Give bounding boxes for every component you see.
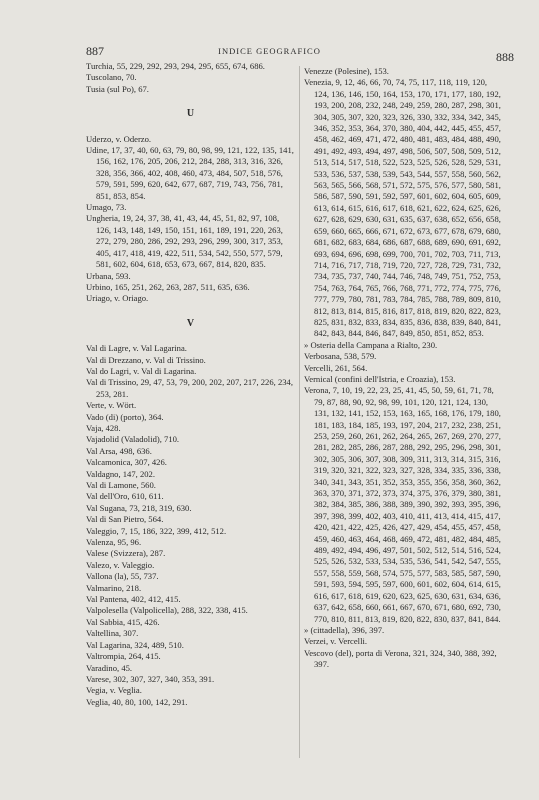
- index-entry: Vernical (confini dell'Istria, e Croazia), 153.: [304, 373, 456, 384]
- index-entry: Urbino, 165, 251, 262, 263, 287, 511, 635, 636.: [86, 281, 250, 292]
- index-entry: Valmarino, 218.: [86, 582, 142, 593]
- index-entry: Tusia (sul Po), 67.: [86, 83, 149, 94]
- entries-t: [86, 61, 295, 95]
- index-entry: Val Sugana, 73, 218, 319, 630.: [86, 502, 192, 513]
- index-entry: Vallona (la), 55, 737.: [86, 571, 159, 582]
- column-divider: [299, 66, 300, 758]
- section-letter-v: V: [186, 317, 195, 329]
- index-entry: Val di Lagre, v. Val Lagarina.: [86, 343, 187, 354]
- index-entry: Veglia, 40, 80, 100, 142, 291.: [86, 696, 188, 707]
- index-entry: » (cittadella), 396, 397.: [304, 624, 385, 635]
- index-entry: Val Lagarina, 324, 489, 510.: [86, 639, 184, 650]
- index-entry: Val di Trissino, 29, 47, 53, 79, 200, 202, 207, 217, 226, 234, 253, 281.: [86, 377, 293, 399]
- index-entry: Verzei, v. Vercelli.: [304, 636, 367, 647]
- index-entry: Varese, 302, 307, 327, 340, 353, 391.: [86, 673, 215, 684]
- index-entry: Valtellina, 307.: [86, 628, 139, 639]
- index-entry: Val Pantena, 402, 412, 415.: [86, 594, 181, 605]
- index-entry: Ungheria, 19, 24, 37, 38, 41, 43, 44, 45, 51, 82, 97, 108, 126, 143, 148, 149, 150, 151, 161, 189, 191, 220, 263, 272, 279, 280, 286, 292, 293, 296, 299, 300, 317, 353, 405, 417, 418, 419, 422, 511, 534, 542, 550, 577, 579, 581, 602, 604, 618, 653, 673, 667, 814, 820, 835.: [86, 213, 283, 270]
- left-page-number: 887: [86, 44, 104, 58]
- index-entry: Vado (di) (porto), 364.: [86, 411, 164, 422]
- index-entry: Valenza, 95, 96.: [86, 537, 142, 548]
- index-entry: Verte, v. Wört.: [86, 400, 137, 411]
- index-entry: Uriago, v. Oriago.: [86, 293, 149, 304]
- running-title: INDICE GEOGRAFICO: [218, 46, 321, 56]
- index-entry: Verona, 7, 10, 19, 22, 23, 25, 41, 45, 50, 59, 61, 71, 78, 79, 87, 88, 90, 92, 98, 99, 101, 120, 121, 124, 130, 131, 132, 141, 152, 153, 163, 165, 168, 176, 179, 180, 181, 183, 184, 185, 193, 197, 204, 217, 232, 238, 251, 253, 259, 260, 261, 262, 264, 265, 267, 269, 270, 277, 281, 282, 285, 286, 287, 288, 292, 295, 296, 298, 301, 302, 305, 306, 307, 308, 309, 311, 313, 314, 315, 316, 319, 320, 321, 322, 323, 327, 328, 334, 335, 336, 338, 340, 341, 343, 351, 352, 353, 355, 356, 358, 360, 362, 363, 370, 371, 372, 373, 374, 375, 376, 379, 380, 381, 382, 384, 385, 386, 388, 389, 390, 392, 393, 395, 396, 397, 398, 399, 402, 403, 410, 411, 413, 414, 415, 417, 420, 421, 422, 425, 426, 427, 429, 454, 455, 457, 458, 459, 460, 463, 464, 468, 469, 472, 481, 482, 484, 485, 489, 492, 494, 496, 497, 501, 502, 512, 514, 516, 524, 525, 526, 532, 533, 534, 535, 536, 541, 542, 547, 555, 557, 558, 559, 568, 574, 575, 577, 583, 585, 587, 590, 591, 593, 594, 595, 597, 600, 601, 602, 604, 614, 615, 616, 617, 618, 619, 620, 623, 625, 630, 631, 634, 636, 637, 642, 658, 660, 661, 667, 670, 671, 680, 692, 730, 770, 810, 811, 813, 819, 820, 822, 830, 837, 841, 844.: [304, 385, 501, 624]
- index-entry: Urbana, 593.: [86, 270, 131, 281]
- index-entry: Val di Lamone, 560.: [86, 480, 156, 490]
- index-entry: Vegia, v. Veglia.: [86, 685, 142, 696]
- left-column: [86, 61, 295, 708]
- index-entry: Valeggio, 7, 15, 186, 322, 399, 412, 512.: [86, 525, 227, 536]
- index-entry: Valpolesella (Valpolicella), 288, 322, 338, 415.: [86, 605, 248, 616]
- index-entry: Val do Lagri, v. Val di Lagarina.: [86, 365, 197, 376]
- index-entry: Valese (Svizzera), 287.: [86, 548, 166, 559]
- index-entry: Valcamonica, 307, 426.: [86, 457, 167, 468]
- index-entry: Vajadolid (Valadolid), 710.: [86, 434, 180, 445]
- index-entry: Udine, 17, 37, 40, 60, 63, 79, 80, 98, 99, 121, 122, 135, 141, 156, 162, 176, 205, 206, 212, 284, 288, 313, 316, 326, 328, 356, 366, 402, 408, 460, 473, 484, 507, 518, 576, 579, 591, 599, 620, 642, 677, 687, 719, 743, 756, 781, 851, 853, 854.: [86, 145, 294, 201]
- index-entry: Valezo, v. Valeggio.: [86, 559, 155, 570]
- index-entry: » Osteria della Campana a Rialto, 230.: [304, 339, 438, 350]
- index-entry: Venezze (Polesine), 153.: [304, 66, 389, 76]
- index-entry: Valtrompia, 264, 415.: [86, 651, 161, 662]
- index-entry: Val Arsa, 498, 636.: [86, 445, 152, 456]
- index-entry: Val di Drezzano, v. Val di Trissino.: [86, 354, 206, 365]
- entries-v: [86, 343, 295, 708]
- right-page-number: 888: [496, 50, 514, 64]
- index-entry: Vaja, 428.: [86, 422, 121, 433]
- index-entry: Val di San Pietro, 564.: [86, 514, 164, 525]
- index-entry: Val Sabbia, 415, 426.: [86, 616, 160, 627]
- index-entry: Vescovo (del), porta di Verona, 321, 324, 340, 388, 392, 397.: [304, 647, 497, 670]
- index-entry: Venezia, 9, 12, 46, 66, 70, 74, 75, 117, 118, 119, 120, 124, 136, 146, 150, 164, 153, 170, 171, 177, 180, 192, 193, 200, 208, 232, 248, 249, 259, 280, 287, 298, 301, 304, 305, 307, 320, 323, 326, 330, 332, 334, 342, 345, 346, 352, 353, 364, 370, 380, 404, 442, 445, 455, 457, 458, 462, 469, 471, 472, 480, 481, 483, 484, 488, 490, 491, 492, 493, 494, 497, 498, 506, 507, 508, 509, 512, 513, 514, 517, 518, 522, 523, 525, 526, 528, 529, 531, 533, 536, 537, 538, 539, 543, 544, 557, 558, 560, 562, 563, 565, 566, 568, 571, 572, 575, 576, 577, 580, 581, 586, 587, 590, 591, 592, 597, 601, 602, 604, 605, 609, 613, 614, 615, 616, 617, 618, 621, 622, 624, 625, 626, 627, 628, 629, 630, 631, 635, 637, 638, 652, 656, 658, 659, 660, 665, 666, 671, 672, 673, 677, 678, 679, 680, 681, 682, 683, 684, 686, 687, 688, 689, 690, 691, 692, 693, 694, 696, 698, 699, 700, 701, 702, 703, 711, 713, 714, 716, 717, 718, 719, 720, 727, 728, 729, 731, 732, 734, 735, 737, 740, 744, 746, 748, 749, 751, 752, 753, 754, 763, 764, 765, 766, 768, 771, 772, 774, 775, 776, 777, 779, 780, 781, 783, 784, 785, 788, 789, 809, 810, 812, 813, 814, 815, 816, 817, 818, 819, 820, 822, 823, 825, 831, 832, 833, 834, 835, 836, 838, 839, 840, 841, 842, 843, 844, 846, 847, 849, 850, 851, 852, 853.: [304, 77, 501, 339]
- index-entry: Tuscolano, 70.: [86, 72, 137, 83]
- index-entry: Val dell'Oro, 610, 611.: [86, 491, 164, 502]
- right-column: [304, 66, 504, 671]
- index-entry: Vercelli, 261, 564.: [304, 362, 368, 373]
- index-entry: Umago, 73.: [86, 202, 127, 213]
- index-entry: Turchia, 55, 229, 292, 293, 294, 295, 655, 674, 686.: [86, 61, 265, 71]
- index-entry: Valdagno, 147, 202.: [86, 468, 155, 479]
- entries-u: [86, 134, 295, 305]
- index-entry: Varadino, 45.: [86, 662, 133, 673]
- index-entry: Uderzo, v. Oderzo.: [86, 133, 152, 144]
- index-entry: Verbosana, 538, 579.: [304, 351, 377, 362]
- section-letter-u: U: [186, 108, 195, 120]
